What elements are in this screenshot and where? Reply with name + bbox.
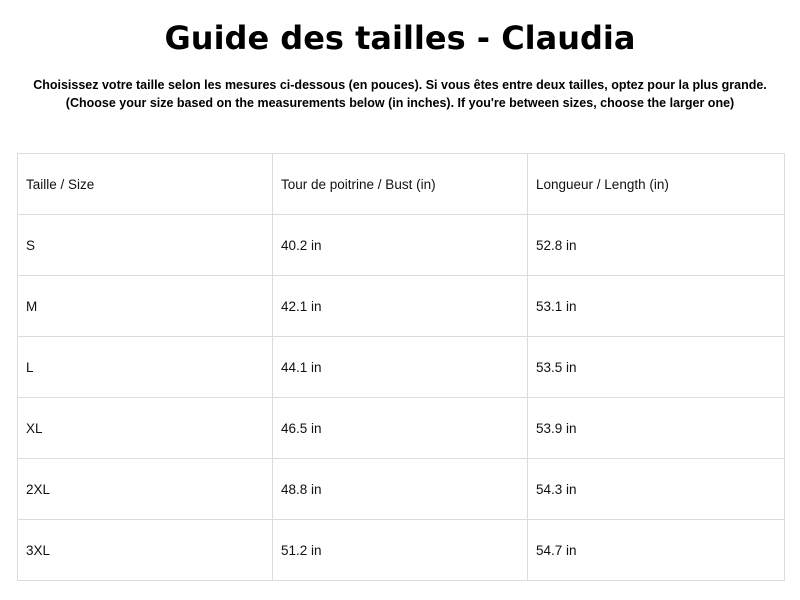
size-chart-table [17,153,785,581]
instructions-french: Choisissez votre taille selon les mesures ci-dessous (en pouces). Si vous êtes entre deux tailles, optez pour la plus grande. [33,78,767,92]
size-cell: L [18,337,273,398]
bust-cell: 48.8 in [273,459,528,520]
table-row [18,215,785,276]
size-cell: M [18,276,273,337]
instructions-english: (Choose your size based on the measurements below (in inches). If you're between sizes, choose the larger one) [65,96,735,110]
bust-cell: 44.1 in [273,337,528,398]
bust-cell: 51.2 in [273,520,528,581]
size-cell: XL [18,398,273,459]
length-cell: 54.3 in [528,459,785,520]
size-cell: 2XL [18,459,273,520]
header-length: Longueur / Length (in) [528,154,785,215]
length-cell: 52.8 in [528,215,785,276]
size-cell: 3XL [18,520,273,581]
size-cell: S [18,215,273,276]
header-bust: Tour de poitrine / Bust (in) [273,154,528,215]
bust-cell: 46.5 in [273,398,528,459]
table-row [18,276,785,337]
table-header-row [18,154,785,215]
length-cell: 53.9 in [528,398,785,459]
length-cell: 53.1 in [528,276,785,337]
page-title: Guide des tailles - Claudia [164,19,636,57]
bust-cell: 42.1 in [273,276,528,337]
table-row [18,337,785,398]
table-row [18,520,785,581]
length-cell: 54.7 in [528,520,785,581]
length-cell: 53.5 in [528,337,785,398]
table-row [18,459,785,520]
header-size: Taille / Size [18,154,273,215]
bust-cell: 40.2 in [273,215,528,276]
table-row [18,398,785,459]
